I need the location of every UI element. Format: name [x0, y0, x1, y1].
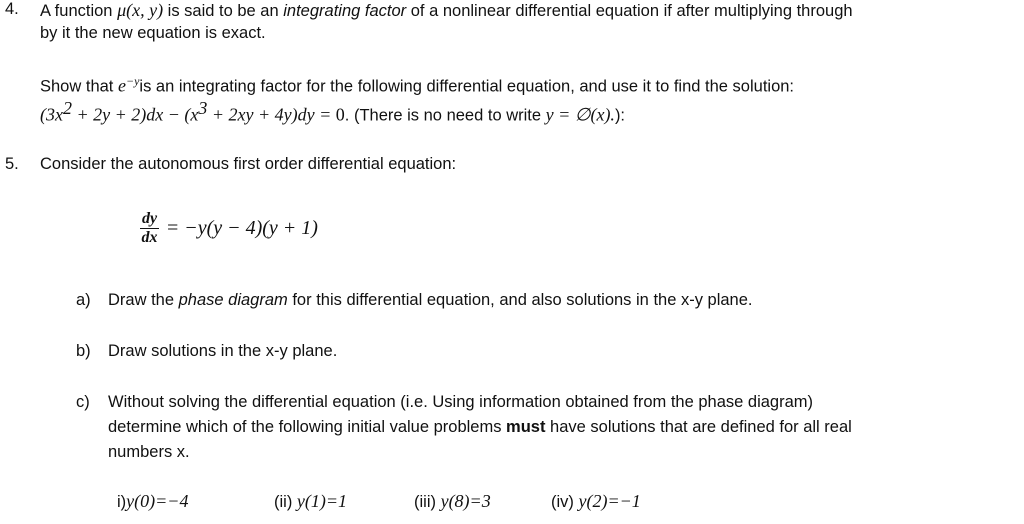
eq-zero: 0: [335, 104, 345, 125]
eq-part-c: + 2xy + 4y)dy =: [207, 104, 336, 125]
ivp-i: [117, 491, 188, 512]
part-c-line1: Without solving the differential equation (i.e. Using information obtained from the phase diagram): [108, 393, 814, 411]
q4-intro-post: of a nonlinear differential equation if after multiplying through: [406, 2, 853, 20]
factor-exponent: −y: [125, 74, 140, 88]
part-c-line2: [108, 418, 852, 437]
part-a-text: [108, 291, 753, 310]
fraction-denominator: dx: [141, 229, 158, 246]
mu-function: μ(x, y): [117, 0, 164, 20]
part-c-line2-post: have solutions that are defined for all real: [545, 418, 852, 436]
note-post: ):: [614, 106, 626, 125]
ivp-i-math: y(0)=−4: [126, 491, 189, 511]
part-b-label: b): [76, 342, 91, 360]
part-a-pre: Draw the: [108, 291, 179, 309]
part-a-post: for this differential equation, and also solutions in the x-y plane.: [287, 291, 753, 309]
part-c-line2-pre: determine which of the following initial value problems: [108, 418, 507, 436]
q4-show-post: is an integrating factor for the following differential equation, and use it to find the solution:: [139, 77, 795, 96]
ivp-iv-label: (iv): [551, 493, 579, 511]
note-pre: . (There is no need to write: [344, 106, 546, 125]
eq-part-b: + 2y + 2)dx − (x: [71, 104, 199, 125]
question-4-equation: [40, 98, 625, 126]
question-4-show-line: [40, 74, 794, 97]
question-4-intro: [40, 0, 853, 21]
question-4-number: 4.: [5, 0, 19, 18]
derivative-fraction: [140, 211, 159, 246]
ivp-iii-label: (iii): [414, 493, 441, 511]
phase-diagram-term: phase diagram: [178, 291, 288, 309]
ode-rhs: = −y(y − 4)(y + 1): [165, 217, 318, 239]
ivp-ii-label: (ii): [274, 493, 297, 511]
eq-exp-3: 3: [198, 98, 208, 118]
q4-intro-pre: A function: [40, 2, 118, 20]
fraction-numerator: dy: [142, 210, 158, 227]
part-a-label: a): [76, 291, 91, 309]
ivp-iv: [551, 491, 641, 512]
q4-show-pre: Show that: [40, 77, 118, 96]
q4-intro-mid: is said to be an: [163, 2, 284, 20]
ivp-i-label: i): [117, 493, 127, 511]
question-5-intro: Consider the autonomous first order differential equation:: [40, 155, 457, 173]
part-b-text: Draw solutions in the x-y plane.: [108, 342, 338, 360]
question-4-intro-line2: by it the new equation is exact.: [40, 24, 266, 42]
ivp-ii: [274, 491, 347, 512]
question-5-number: 5.: [5, 155, 19, 173]
part-c-line3: numbers x.: [108, 443, 190, 461]
eq-part-a: (3x: [40, 104, 63, 125]
ivp-iii: [414, 491, 491, 512]
note-math: y = ∅(x).: [545, 104, 615, 125]
must-emphasis: must: [506, 418, 546, 436]
ivp-iii-math: y(8)=3: [440, 491, 491, 511]
eq-exp-2: 2: [62, 98, 72, 118]
ode-equation: [140, 211, 318, 246]
integrating-factor-term: integrating factor: [283, 2, 407, 20]
ivp-ii-math: y(1)=1: [296, 491, 348, 511]
ivp-iv-math: y(2)=−1: [578, 491, 641, 511]
part-c-label: c): [76, 393, 90, 411]
factor-base: e: [117, 75, 126, 96]
